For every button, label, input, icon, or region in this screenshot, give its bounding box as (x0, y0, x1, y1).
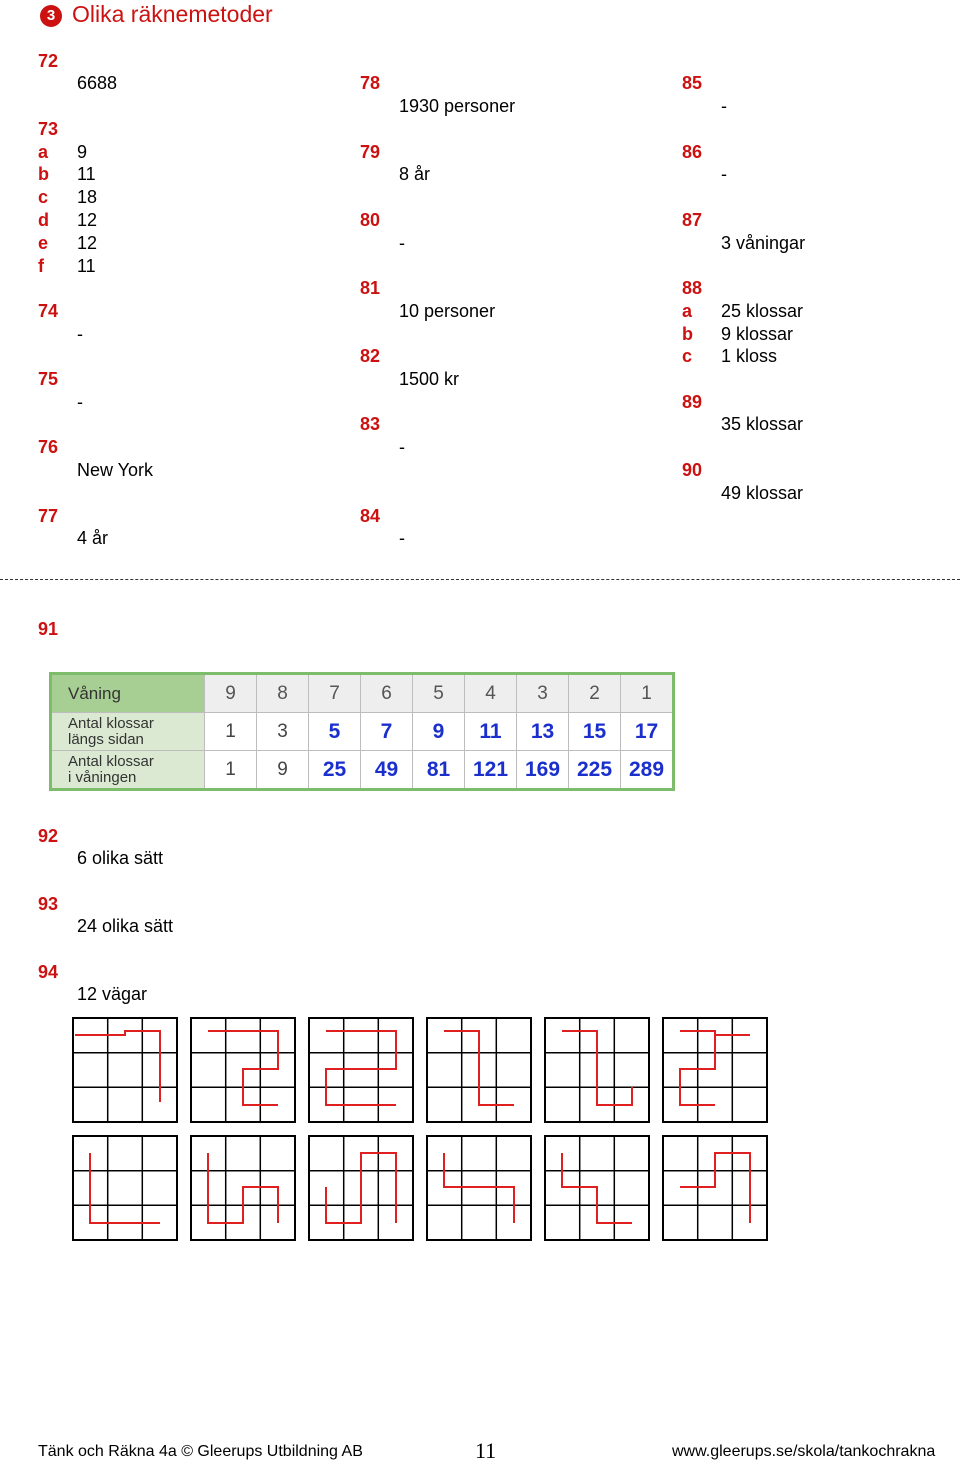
sub-label-73d: d (38, 210, 49, 230)
path-grid (663, 1136, 767, 1240)
answer-78: 1930 personer (399, 96, 516, 116)
path-grid (309, 1018, 413, 1122)
sub-label-73e: e (38, 233, 49, 253)
answer-73a: 9 (77, 142, 88, 162)
row-label-total (51, 751, 205, 790)
task-number-74: 74 (38, 301, 59, 321)
task-number-77: 77 (38, 506, 59, 526)
floor-cell: 7 (309, 674, 361, 713)
task-number-85: 85 (682, 73, 703, 93)
row-label-line: längs sidan (68, 730, 144, 748)
side-cell: 11 (465, 713, 517, 751)
path-grid (73, 1018, 177, 1122)
path-grid (663, 1018, 767, 1122)
answer-73f: 11 (77, 256, 96, 276)
task-number-79: 79 (360, 142, 381, 162)
page-number: 11 (475, 1438, 497, 1463)
floor-header-label: Våning (51, 674, 205, 713)
side-cell: 7 (361, 713, 413, 751)
sub-label-73c: c (38, 187, 49, 207)
total-cell: 225 (569, 751, 621, 790)
path-grid (309, 1136, 413, 1240)
answer-73c: 18 (77, 187, 98, 207)
answer-81: 10 personer (399, 301, 496, 321)
answer-76: New York (77, 460, 154, 480)
answer-89: 35 klossar (721, 414, 804, 434)
total-cell: 289 (621, 751, 674, 790)
answer-92: 6 olika sätt (77, 848, 164, 868)
total-cell: 1 (205, 751, 257, 790)
total-cell: 81 (413, 751, 465, 790)
path-grid (545, 1018, 649, 1122)
answer-86: - (721, 164, 727, 184)
answer-73b: 11 (77, 164, 96, 184)
floor-cell: 3 (517, 674, 569, 713)
task-number-73: 73 (38, 119, 59, 139)
task-number-93: 93 (38, 894, 59, 914)
path-grid (73, 1136, 177, 1240)
path-grid (545, 1136, 649, 1240)
task-number-82: 82 (360, 346, 381, 366)
floor-cell: 5 (413, 674, 465, 713)
floor-cell: 1 (621, 674, 674, 713)
answer-84: - (399, 528, 405, 548)
task-number-86: 86 (682, 142, 703, 162)
path-grid (191, 1136, 295, 1240)
sub-label-73b: b (38, 164, 49, 184)
path-grid (427, 1136, 531, 1240)
task-number-81: 81 (360, 278, 381, 298)
task-number-94: 94 (38, 962, 59, 982)
answer-83: - (399, 437, 405, 457)
answer-94: 12 vägar (77, 984, 148, 1004)
floor-cell: 8 (257, 674, 309, 713)
task-number-92: 92 (38, 826, 59, 846)
row-label-line: i våningen (68, 768, 137, 786)
sub-label-73a: a (38, 142, 49, 162)
task-number-90: 90 (682, 460, 703, 480)
row-label-side (51, 713, 205, 751)
task-number-87: 87 (682, 210, 703, 230)
floor-cell: 9 (205, 674, 257, 713)
total-cell: 169 (517, 751, 569, 790)
side-cell: 1 (205, 713, 257, 751)
path-grid (427, 1018, 531, 1122)
answer-88a: 25 klossar (721, 301, 804, 321)
page-title (40, 1, 273, 27)
table-row-side (51, 713, 674, 751)
answer-85: - (721, 96, 727, 116)
answer-88b: 9 klossar (721, 324, 794, 344)
task-number-91: 91 (38, 619, 59, 639)
sub-label-88b: b (682, 324, 693, 344)
answer-75: - (77, 392, 83, 412)
answer-72: 6688 (77, 73, 118, 93)
floor-cell: 6 (361, 674, 413, 713)
row-label-line: Antal klossar (68, 752, 154, 770)
answer-90: 49 klossar (721, 483, 804, 503)
floor-cell: 2 (569, 674, 621, 713)
answer-93: 24 olika sätt (77, 916, 174, 936)
path-grids (72, 1017, 772, 1245)
side-cell: 3 (257, 713, 309, 751)
task-number-78: 78 (360, 73, 381, 93)
side-cell: 9 (413, 713, 465, 751)
answer-77: 4 år (77, 528, 109, 548)
page-title-text: Olika räknemetoder (72, 1, 273, 27)
side-cell: 13 (517, 713, 569, 751)
answer-74: - (77, 324, 83, 344)
task-number-84: 84 (360, 506, 381, 526)
answer-73d: 12 (77, 210, 98, 230)
dashed-separator (0, 579, 960, 580)
task-number-76: 76 (38, 437, 59, 457)
answer-80: - (399, 233, 405, 253)
table-row-floor-total (51, 751, 674, 790)
total-cell: 25 (309, 751, 361, 790)
total-cell: 121 (465, 751, 517, 790)
sub-label-88c: c (682, 346, 693, 366)
answer-82: 1500 kr (399, 369, 460, 389)
task-number-83: 83 (360, 414, 381, 434)
answer-79: 8 år (399, 164, 431, 184)
side-cell: 15 (569, 713, 621, 751)
floor-table (49, 672, 675, 791)
task-number-80: 80 (360, 210, 381, 230)
total-cell: 49 (361, 751, 413, 790)
number-bullet-icon: 3 (40, 5, 62, 27)
footer-url: www.gleerups.se/skola/tankochrakna (672, 1443, 936, 1460)
answer-87: 3 våningar (721, 233, 806, 253)
floor-cell: 4 (465, 674, 517, 713)
side-cell: 5 (309, 713, 361, 751)
row-label-line: Antal klossar (68, 714, 154, 732)
footer-copyright: Tänk och Räkna 4a © Gleerups Utbildning AB (38, 1443, 363, 1460)
table-row-floors (51, 674, 674, 713)
path-grid (191, 1018, 295, 1122)
sub-label-73f: f (38, 256, 44, 276)
task-number-88: 88 (682, 278, 703, 298)
task-number-75: 75 (38, 369, 59, 389)
task-number-72: 72 (38, 51, 59, 71)
answer-73e: 12 (77, 233, 98, 253)
answer-88c: 1 kloss (721, 346, 778, 366)
side-cell: 17 (621, 713, 674, 751)
total-cell: 9 (257, 751, 309, 790)
task-number-89: 89 (682, 392, 703, 412)
sub-label-88a: a (682, 301, 693, 321)
